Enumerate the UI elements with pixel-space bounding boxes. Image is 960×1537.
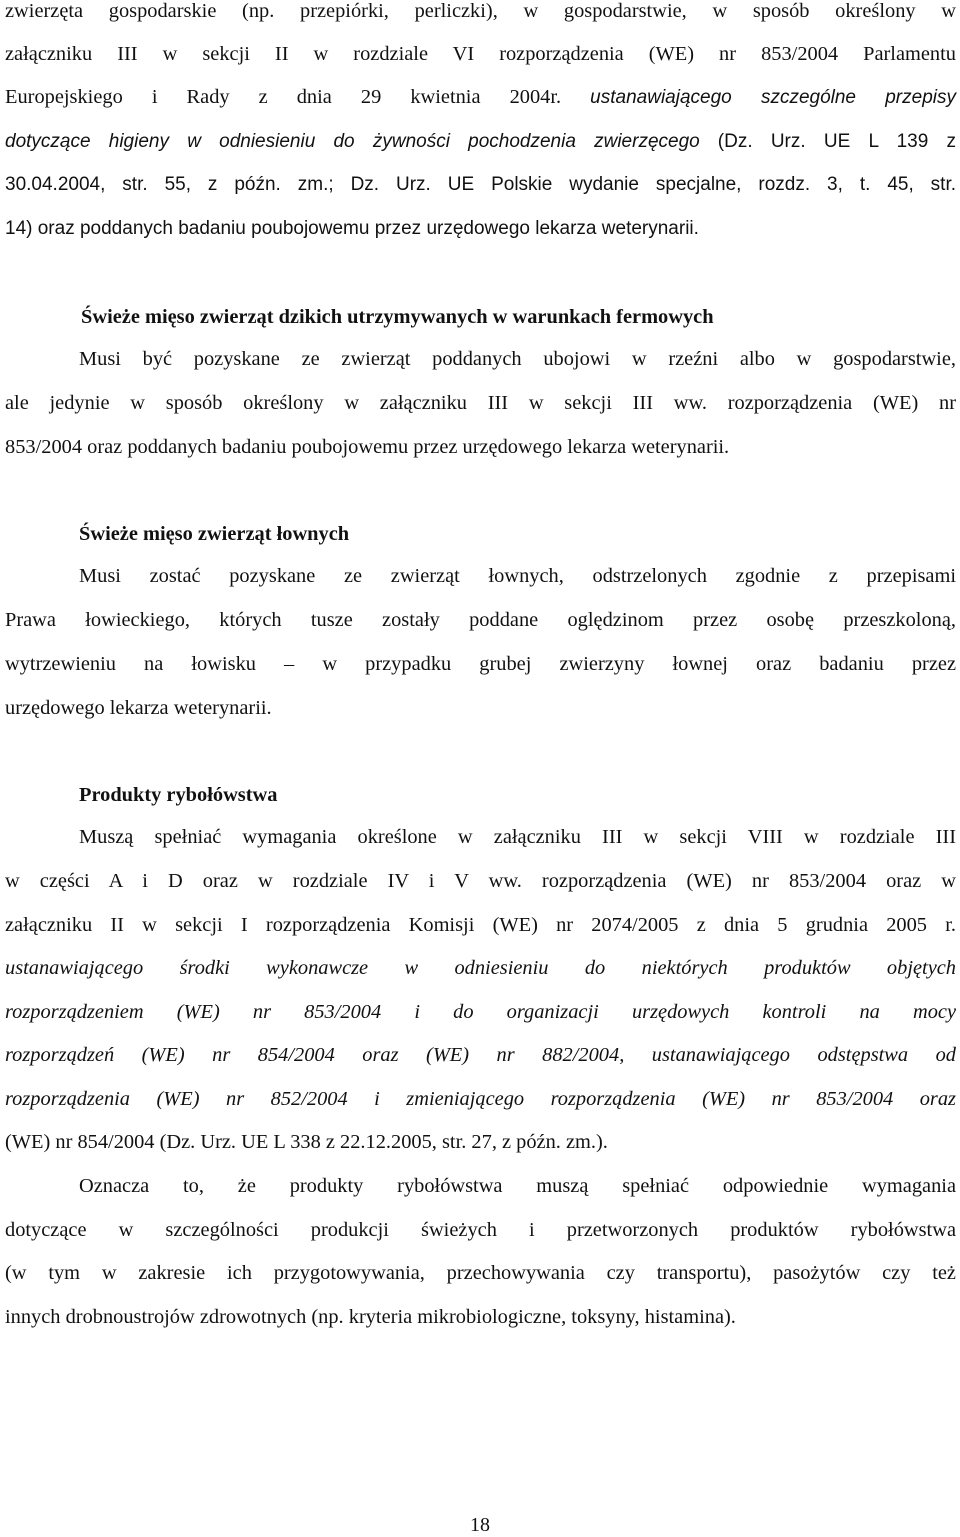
fishery-meaning-line-2: dotyczące w szczególności produkcji świeżych i przetworzonych produktów rybołówstwa: [5, 1219, 956, 1241]
intro-line-4: [5, 128, 956, 155]
game-line-1: Musi zostać pozyskane ze zwierząt łownych, odstrzelonych zgodnie z przepisami: [79, 565, 956, 587]
fishery-line-3: załączniku II w sekcji I rozporządzenia Komisji (WE) nr 2074/2005 z dnia 5 grudnia 2005 r.: [5, 914, 956, 936]
intro-line-3-plain: Europejskiego i Rady z dnia 29 kwietnia 2004r.: [5, 86, 562, 108]
heading-wild-farmed: Świeże mięso zwierząt dzikich utrzymywanych w warunkach fermowych: [81, 306, 714, 328]
wild-farmed-line-1: Musi być pozyskane ze zwierząt poddanych ubojowi w rzeźni albo w gospodarstwie,: [79, 348, 956, 370]
fishery-line-5: rozporządzeniem (WE) nr 853/2004 i do organizacji urzędowych kontroli na mocy: [5, 1001, 956, 1023]
wild-farmed-line-2: ale jedynie w sposób określony w załączniku III w sekcji III ww. rozporządzenia (WE) nr: [5, 392, 956, 414]
fishery-line-7: rozporządzenia (WE) nr 852/2004 i zmieniającego rozporządzenia (WE) nr 853/2004 oraz: [5, 1088, 956, 1110]
intro-line-5: 30.04.2004, str. 55, z późn. zm.; Dz. Urz. UE Polskie wydanie specjalne, rozdz. 3, t. 45, str.: [5, 174, 956, 195]
heading-game: Świeże mięso zwierząt łownych: [79, 523, 350, 545]
intro-line-6: 14) oraz poddanych badaniu poubojowemu przez urzędowego lekarza weterynarii.: [5, 218, 699, 239]
fishery-line-1: Muszą spełniać wymagania określone w załączniku III w sekcji VIII w rozdziale III: [79, 826, 956, 848]
game-line-4: urzędowego lekarza weterynarii.: [5, 697, 272, 719]
fishery-meaning-line-1: Oznacza to, że produkty rybołówstwa muszą spełniać odpowiednie wymagania: [79, 1175, 956, 1197]
fishery-meaning-line-3: (w tym w zakresie ich przygotowywania, przechowywania czy transportu), pasożytów czy też: [5, 1262, 956, 1284]
wild-farmed-line-3: 853/2004 oraz poddanych badaniu poubojowemu przez urzędowego lekarza weterynarii.: [5, 436, 730, 458]
fishery-line-8: (WE) nr 854/2004 (Dz. Urz. UE L 338 z 22.12.2005, str. 27, z późn. zm.).: [5, 1131, 608, 1153]
fishery-line-2: w części A i D oraz w rozdziale IV i V ww. rozporządzenia (WE) nr 853/2004 oraz w: [5, 870, 956, 892]
fishery-line-4: ustanawiającego środki wykonawcze w odniesieniu do niektórych produktów objętych: [5, 957, 956, 979]
intro-line-2: załączniku III w sekcji II w rozdziale VI rozporządzenia (WE) nr 853/2004 Parlamentu: [5, 43, 956, 65]
intro-line-3: [5, 84, 956, 111]
fishery-line-6: rozporządzeń (WE) nr 854/2004 oraz (WE) nr 882/2004, ustanawiającego odstępstwa od: [5, 1044, 956, 1066]
intro-line-3-italic: ustanawiającego szczególne przepisy: [590, 87, 956, 108]
fishery-meaning-line-4: innych drobnoustrojów zdrowotnych (np. kryteria mikrobiologiczne, toksyny, histamina).: [5, 1306, 736, 1328]
game-line-2: Prawa łowieckiego, których tusze zostały poddane oględzinom przez osobę przeszkoloną,: [5, 609, 956, 631]
game-line-3: wytrzewieniu na łowisku – w przypadku grubej zwierzyny łownej oraz badaniu przez: [5, 653, 956, 675]
intro-line-1: zwierzęta gospodarskie (np. przepiórki, perliczki), w gospodarstwie, w sposób określony w: [5, 0, 956, 22]
intro-line-4-tail: (Dz. Urz. UE L 139 z: [717, 131, 956, 152]
intro-line-4-italic: dotyczące higieny w odniesieniu do żywności pochodzenia zwierzęcego: [5, 131, 700, 152]
heading-fishery: Produkty rybołówstwa: [79, 784, 278, 806]
page-number: 18: [470, 1514, 490, 1536]
